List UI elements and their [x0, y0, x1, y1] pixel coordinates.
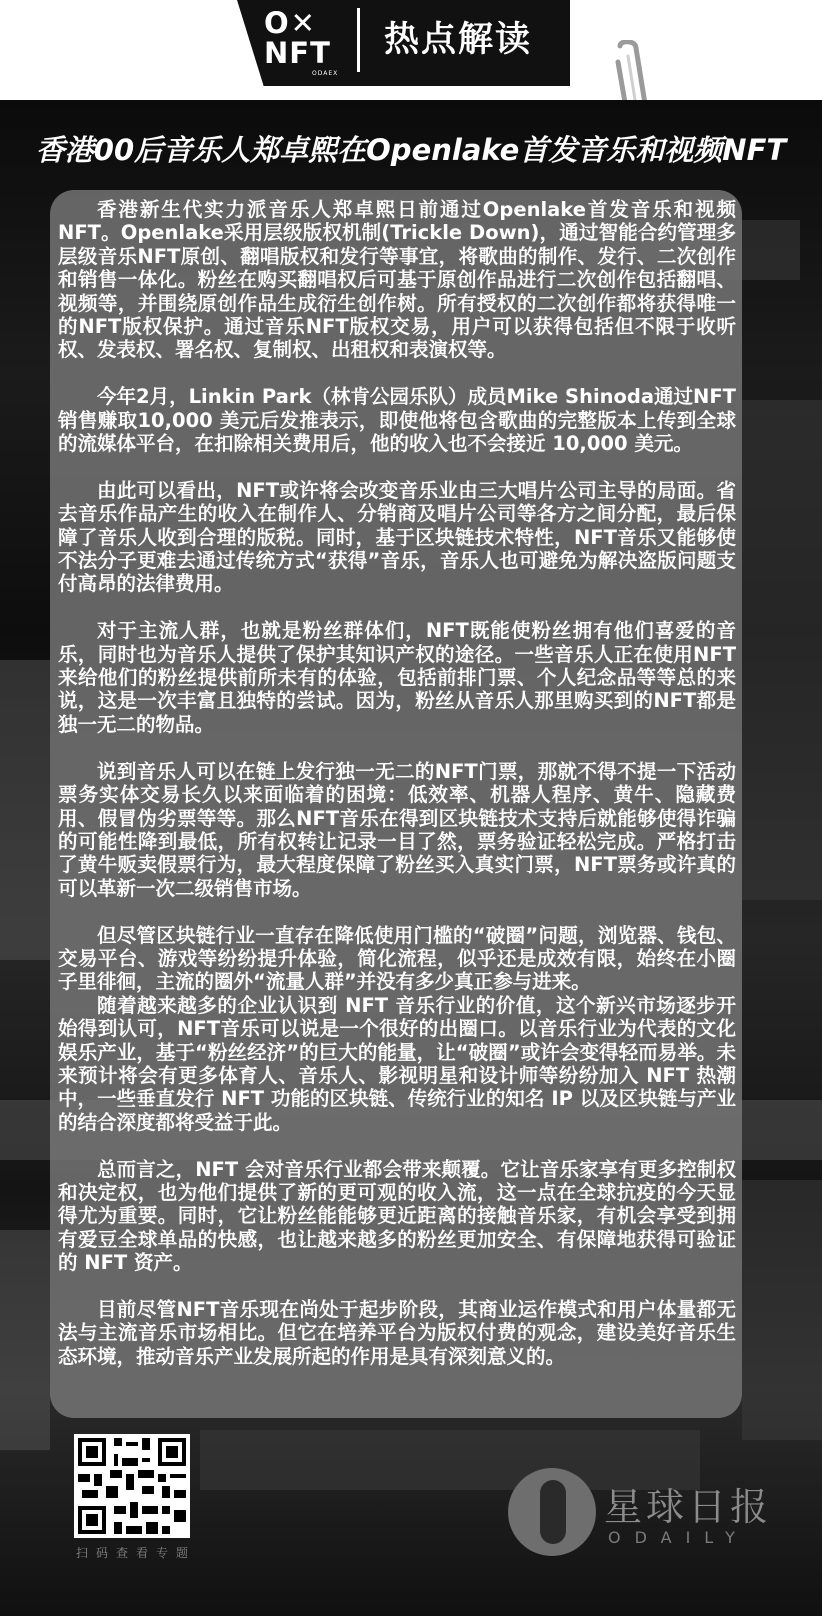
logo-bottom-text: NFT: [264, 36, 331, 70]
article-paragraph: 香港新生代实力派音乐人郑卓熙日前通过Openlake首发音乐和视频NFT。Openlake采用层级版权机制(Trickle Down)，通过智能合约管理多层级音乐NFT原创、翻唱版权和发行等事宜，将歌曲的制作、发行、二次创作和销售一体化。粉丝在购买翻唱权后可基于原创作品进行二次创作包括翻唱、视频等，并围绕原创作品生成衍生创作树。所有授权的二次创作都将获得唯一的NFT版权保护。通过音乐NFT版权交易，用户可以获得包括但不限于收听权、发表权、署名权、复制权、出租权和表演权等。: [58, 198, 736, 362]
brand-subtitle: ODAILY: [608, 1528, 749, 1547]
logo-top-text: O✕: [264, 6, 317, 40]
header-divider: [357, 8, 360, 72]
qr-code[interactable]: [74, 1434, 190, 1538]
nft-logo: [264, 4, 354, 76]
section-label: 热点解读: [384, 20, 533, 60]
article-paragraph: 对于主流人群，也就是粉丝群体们，NFT既能使粉丝拥有他们喜爱的音乐，同时也为音乐人提供了保护其知识产权的途径。一些音乐人正在使用NFT来给他们的粉丝提供前所未有的体验，包括前排门票、个人纪念品等等总的来说，这是一次丰富且独特的尝试。因为，粉丝从音乐人那里购买到的NFT都是独一无二的物品。: [58, 619, 736, 736]
odaily-logo-cutout: [540, 1480, 566, 1544]
logo-small-text: ODAEX: [312, 70, 339, 77]
article-paragraph: 目前尽管NFT音乐现在尚处于起步阶段，其商业运作模式和用户体量都无法与主流音乐市场相比。但它在培养平台为版权付费的观念，建设美好音乐生态环境，推动音乐产业发展所起的作用是具有深刻意义的。: [58, 1297, 736, 1368]
article-paragraph: 总而言之，NFT 会对音乐行业都会带来颠覆。它让音乐家享有更多控制权和决定权，也为他们提供了新的更可观的收入流，这一点在全球抗疫的今天显得尤为重要。同时，它让粉丝能能够更近距离的接触音乐家，有机会享受到拥有爱豆全球单品的快感，也让越来越多的粉丝更加安全、有保障地获得可验证的 NFT 资产。: [58, 1157, 736, 1275]
article-body: [58, 198, 736, 1392]
brand-name: 星球日报: [604, 1485, 773, 1529]
qr-caption: 扫码查看专题: [75, 1546, 196, 1560]
article-paragraph: 今年2月，Linkin Park（林肯公园乐队）成员Mike Shinoda通过NFT销售赚取10,000 美元后发推表示，即使他将包含歌曲的完整版本上传到全球的流媒体平台，在扣除相关费用后，他的收入也不会接近 10,000 美元。: [58, 385, 736, 456]
article-paragraph: 说到音乐人可以在链上发行独一无二的NFT门票，那就不得不提一下活动票务实体交易长久以来面临着的困境：低效率、机器人程序、黄牛、隐藏费用、假冒伪劣票等等。那么NFT音乐在得到区块链技术支持后就能够使得诈骗的可能性降到最低，所有权转让记录一目了然，票务验证轻松完成。严格打击了黄牛贩卖假票行为，最大程度保障了粉丝买入真实门票，NFT票务或许真的可以革新一次二级销售市场。: [58, 759, 736, 900]
article-title: 香港00后音乐人郑卓熙在Openlake首发音乐和视频NFT: [35, 133, 787, 167]
article-paragraph: 随着越来越多的企业认识到 NFT 音乐行业的价值，这个新兴市场逐步开始得到认可，NFT音乐可以说是一个很好的出圈口。以音乐行业为代表的文化娱乐产业，基于“粉丝经济”的巨大的能量，让“破圈”或许会变得轻而易举。未来预计将会有更多体育人、音乐人、影视明星和设计师等纷纷加入 NFT 热潮中，一些垂直发行 NFT 功能的区块链、传统行业的知名 IP 以及区块链与产业的结合深度都将受益于此。: [58, 993, 736, 1134]
article-paragraph: 由此可以看出，NFT或许将会改变音乐业由三大唱片公司主导的局面。省去音乐作品产生的收入在制作人、分销商及唱片公司等各方之间分配，最后保障了音乐人收到合理的版税。同时，基于区块链技术特性，NFT音乐又能够使不法分子更难去通过传统方式“获得”音乐，音乐人也可避免为解决盗版问题支付高昂的法律费用。: [58, 478, 736, 596]
article-paragraph: 但尽管区块链行业一直存在降低使用门槛的“破圈”问题，浏览器、钱包、交易平台、游戏等纷纷提升体验，简化流程，似乎还是成效有限，始终在小圈子里徘徊，主流的圈外“流量人群”并没有多少真正参与进来。: [58, 923, 736, 994]
